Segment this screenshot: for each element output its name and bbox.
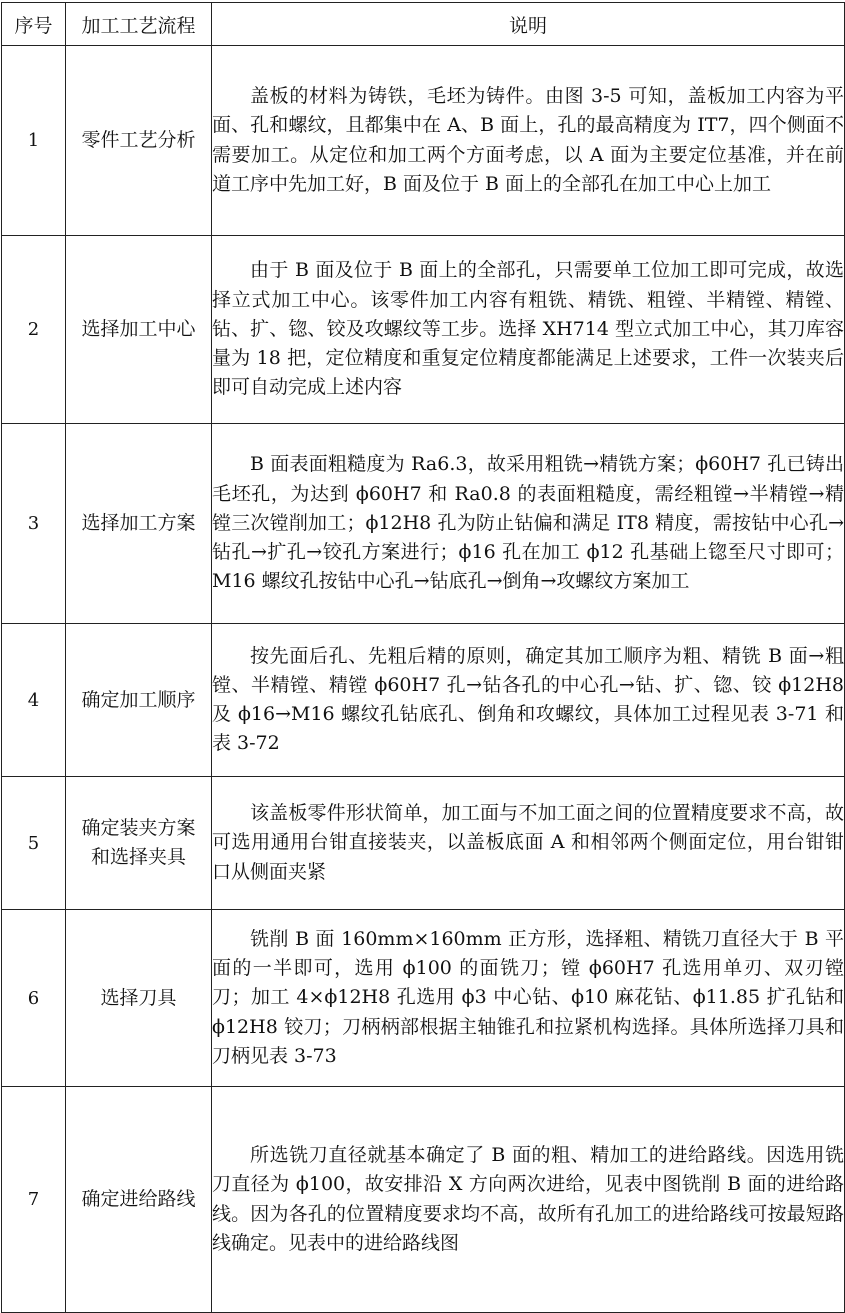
- step-description: 铣削 B 面 160mm×160mm 正方形，选择粗、精铣刀直径大于 B 平面的一半即可，选用 ϕ100 的面铣刀；镗 ϕ60H7 孔选用单刃、双刃镗刀；加工 4×ϕ12H8 孔选用 ϕ3 中心钻、ϕ10 麻花钻、ϕ11.85 扩孔钻和 ϕ12H8 铰刀；刀柄柄部根据主轴锥孔和拉紧机构选择。具体所选择刀具和刀柄见表 3-73: [212, 910, 845, 1087]
- row-number: 5: [2, 777, 66, 910]
- row-number: 1: [2, 46, 66, 236]
- step-description: 该盖板零件形状简单，加工面与不加工面之间的位置精度要求不高，故可选用通用台钳直接装夹，以盖板底面 A 和相邻两个侧面定位，用台钳钳口从侧面夹紧: [212, 777, 845, 910]
- process-step: 确定进给路线: [66, 1087, 212, 1313]
- process-step: 选择加工方案: [66, 424, 212, 624]
- row-number: 7: [2, 1087, 66, 1313]
- table-row: [2, 424, 845, 624]
- process-step-line: 确定装夹方案: [81, 817, 196, 839]
- process-table: [1, 2, 845, 1313]
- table-row: [2, 624, 845, 777]
- row-number: 3: [2, 424, 66, 624]
- step-description: 所选铣刀直径就基本确定了 B 面的粗、精加工的进给路线。因选用铣刀直径为 ϕ100，故安排沿 X 方向两次进给，见表中图铣削 B 面的进给路线。因为各孔的位置精度要求均不高，故所有孔加工的进给路线可按最短路线确定。见表中的进给路线图: [212, 1087, 845, 1313]
- row-number: 4: [2, 624, 66, 777]
- process-step: 零件工艺分析: [66, 46, 212, 236]
- table-row: [2, 1087, 845, 1313]
- table-row: [2, 46, 845, 236]
- step-description: 按先面后孔、先粗后精的原则，确定其加工顺序为粗、精铣 B 面→粗镗、半精镗、精镗 ϕ60H7 孔→钻各孔的中心孔→钻、扩、锪、铰 ϕ12H8 及 ϕ16→M16 螺纹孔钻底孔、倒角和攻螺纹，具体加工过程见表 3-71 和表 3-72: [212, 624, 845, 777]
- table-row: [2, 236, 845, 424]
- table-row: [2, 777, 845, 910]
- process-step-line: 和选择夹具: [90, 846, 186, 868]
- step-description: 盖板的材料为铸铁，毛坯为铸件。由图 3-5 可知，盖板加工内容为平面、孔和螺纹，且都集中在 A、B 面上，孔的最高精度为 IT7，四个侧面不需要加工。从定位和加工两个方面考虑，以 A 面为主要定位基准，并在前道工序中先加工好，B 面及位于 B 面上的全部孔在加工中心上加工: [212, 46, 845, 236]
- header-no: 序号: [2, 3, 66, 46]
- header-step: 加工工艺流程: [66, 3, 212, 46]
- process-step: 选择刀具: [66, 910, 212, 1087]
- header-desc: 说明: [212, 3, 845, 46]
- process-step: [66, 777, 212, 910]
- step-description: 由于 B 面及位于 B 面上的全部孔，只需要单工位加工即可完成，故选择立式加工中心。该零件加工内容有粗铣、精铣、粗镗、半精镗、精镗、钻、扩、锪、铰及攻螺纹等工步。选择 XH714 型立式加工中心，其刀库容量为 18 把，定位精度和重复定位精度都能满足上述要求，工件一次装夹后即可自动完成上述内容: [212, 236, 845, 424]
- step-description: B 面表面粗糙度为 Ra6.3，故采用粗铣→精铣方案；ϕ60H7 孔已铸出毛坯孔，为达到 ϕ60H7 和 Ra0.8 的表面粗糙度，需经粗镗→半精镗→精镗三次镗削加工；ϕ12H8 孔为防止钻偏和满足 IT8 精度，需按钻中心孔→钻孔→扩孔→铰孔方案进行；ϕ16 孔在加工 ϕ12 孔基础上锪至尺寸即可；M16 螺纹孔按钻中心孔→钻底孔→倒角→攻螺纹方案加工: [212, 424, 845, 624]
- row-number: 6: [2, 910, 66, 1087]
- row-number: 2: [2, 236, 66, 424]
- table-row: [2, 910, 845, 1087]
- process-step: 确定加工顺序: [66, 624, 212, 777]
- header-row: [2, 3, 845, 46]
- process-step: 选择加工中心: [66, 236, 212, 424]
